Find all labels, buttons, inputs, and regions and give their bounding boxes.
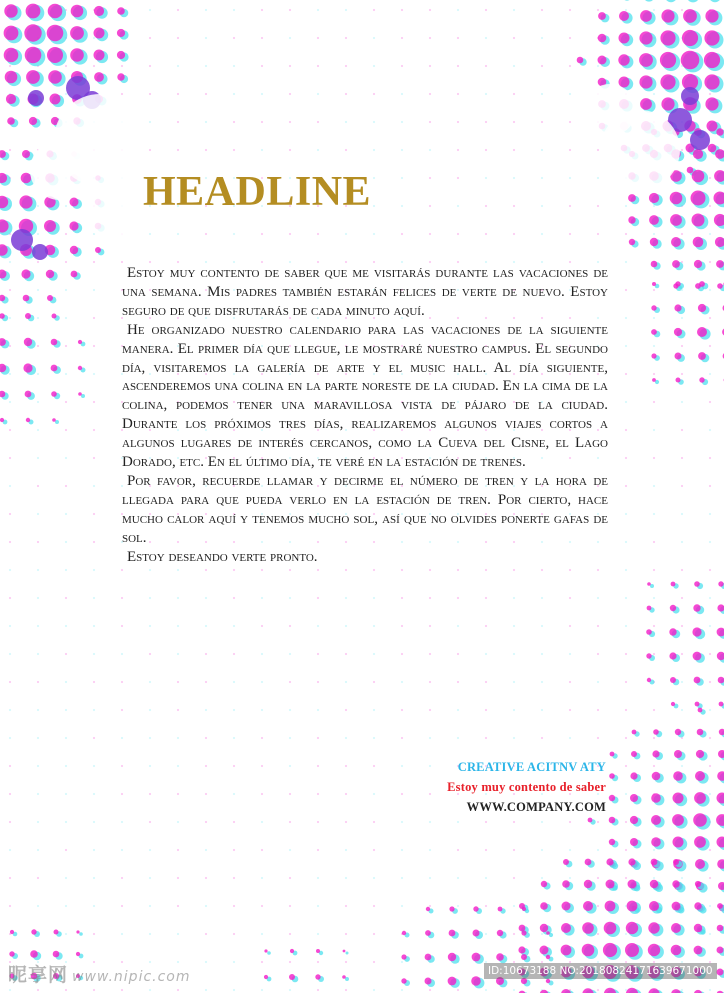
watermark-brand-name: 昵享网 [8, 964, 69, 986]
letter-body [122, 264, 608, 567]
paragraph-2: He organizado nuestro calendario para las vacaciones de la siguiente manera. El primer día que llegue, le mostraré nuestro campus. El segundo día, visitaremos la galería de arte y el music hall. Al día siguiente, ascenderemos una colina en la parte noreste de la ciudad. En la cima de la colina, podemos tener una maravillosa vista de pájaro de la ciudad. Durante los próximos tres días, realizaremos algunos viajes cortos a algunos lugares de interés cercanos, como la Cueva del Cisne, el Lago Dorado, etc. En el último día, te veré en la estación de trenes. [122, 321, 608, 471]
paragraph-4: Estoy deseando verte pronto. [127, 548, 318, 565]
paragraph-1: Estoy muy contento de saber que me visitarás durante las vacaciones de una semana. Mis padres también estarán felices de verte de nuevo. Estoy seguro de que disfrutarás de cada minuto aquí. [122, 265, 608, 319]
watermark-url: www.nipic.com [72, 969, 191, 985]
watermark-id: ID:10673188 NO:20180824171639671000 [484, 963, 717, 979]
headline: HEADLINE [143, 169, 372, 215]
paragraph-3: Por favor, recuerde llamar y decirme el número de tren y la hora de llegada para que pueda verlo en la estación de tren. Por cierto, hace mucho calor aquí y tenemos mucho sol, así que no olvides ponerte gafas de sol. [122, 472, 608, 546]
footer-website: WWW.COMPANY.COM [466, 800, 606, 814]
footer-tagline: CREATIVE ACITNV ATY [457, 760, 606, 774]
footer-subtitle: Estoy muy contento de saber [447, 780, 606, 794]
watermark-brand [8, 960, 191, 987]
footer-block [447, 757, 606, 817]
